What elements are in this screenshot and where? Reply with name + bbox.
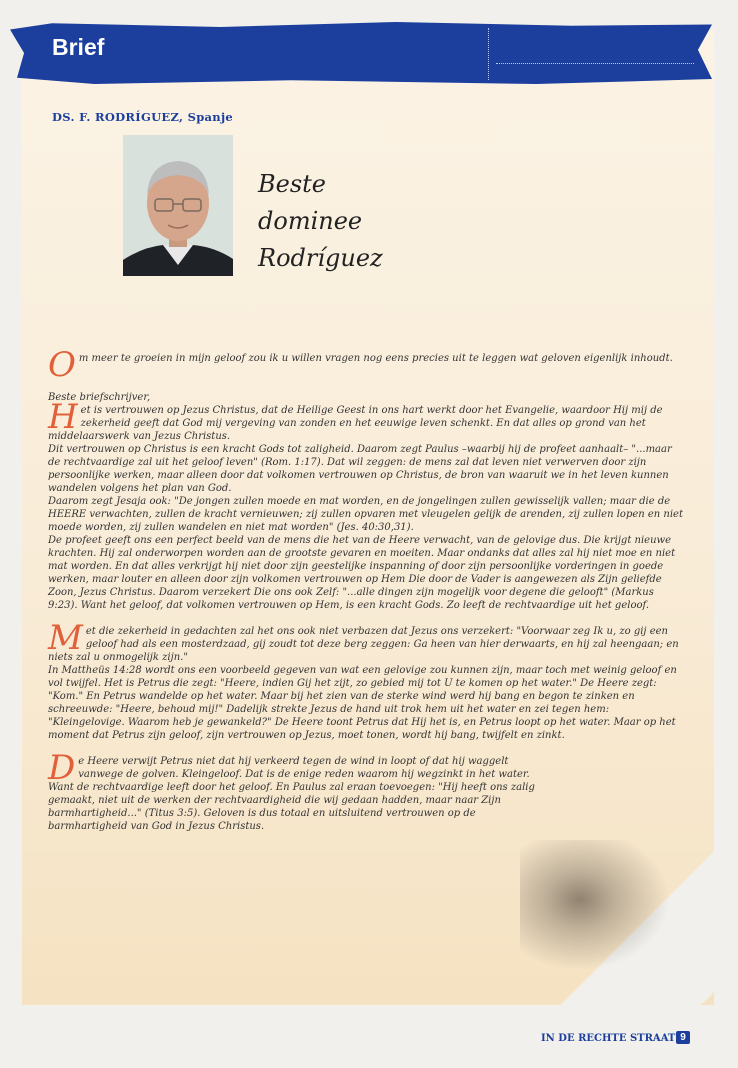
section-banner: [10, 22, 712, 84]
reader-question: Om meer te groeien in mijn geloof zou ik u willen vragen nog eens precies uit te leggen wat geloven eigenlijk inhoudt.: [48, 345, 673, 385]
headline-line-2: dominee: [258, 207, 363, 235]
paragraph: In Mattheüs 14:28 wordt ons een voorbeeld gegeven van wat een gelovige zou kunnen zijn, maar toch met weinig geloof en vol twijfel. Het is Petrus die zegt: "Heere, indien Gij het zijt, zo gebied mij tot U te komen op het water." De Heere zegt: "Kom." En Petrus wandelde op het water. Maar bij het zien van de sterke wind werd hij bang en begon te zinken en schreeuwde: "Heere, behoud mij!" Dadelijk strekte Jezus de hand uit trok hem uit het water en zei tegen hem: "Kleingelovige. Waarom heb je gewankeld?" De Heere toont Petrus dat Hij het is, en Petrus loopt op het water. Maar op het moment dat Petrus zijn geloof, zijn vertrouwen op Jezus, moet tonen, wordt hij bang, twijfelt en zinkt.: [48, 665, 677, 741]
page-number: 9: [676, 1031, 690, 1044]
banner-dotted-line: [496, 63, 694, 64]
dropcap: D: [48, 748, 76, 788]
paragraph: De profeet geeft ons een perfect beeld van de mens die het van de Heere verwacht, van de gelovige dus. Die krijgt nieuwe krachten. Hij zal onderworpen worden aan de grootste gevaren en moeiten. Maar ondanks dat alles zal hij niet moe en niet mat worden. En dat alles verkrijgt hij niet door zijn geestelijke inspanning of door zijn persoonlijke vorderingen in goede werken, maar louter en alleen door zijn volkomen vertrouwen op Hem Die door de Vader is aangewezen als Zijn geliefde Zoon, Jezus Christus. Daarom verzekert Die ons ook Zelf: "...alle dingen zijn mogelijk voor degene die gelooft" (Markus 9:23). Want het geloof, dat volkomen vertrouwen op Hem, is een kracht Gods. Zo leeft de rechtvaardige uit het geloof.: [48, 535, 676, 611]
paragraph: De Heere verwijt Petrus niet dat hij verkeerd tegen de wind in loopt of dat hij waggelt vanwege de golven. Kleingeloof. Dat is de enige reden waarom hij wegzinkt in het water. Want de rechtvaardige leeft door het geloof. En Paulus zal eraan toevoegen: "Hij heeft ons zalig gemaakt, niet uit de werken der rechtvaardigheid die wij gedaan hadden, maar naar Zijn barmhartigheid..." (Titus 3:5). Geloven is dus totaal en uitsluitend vertrouwen op de barmhartigheid van God in Jezus Christus.: [48, 748, 535, 832]
headline-line-3: Rodríguez: [258, 244, 383, 272]
section-label: Brief: [52, 34, 105, 60]
paragraph: Het is vertrouwen op Jezus Christus, dat de Heilige Geest in ons hart werkt door het Evangelie, waardoor Hij mij de zekerheid geeft dat God mij vergeving van zonden en het eeuwige leven schenkt. En dat alles op grond van het middelaarswerk van Jezus Christus.: [48, 397, 663, 442]
dropcap: O: [48, 345, 76, 385]
dropcap: H: [48, 397, 78, 437]
paragraph: Daarom zegt Jesaja ook: "De jongen zullen moede en mat worden, en de jongelingen zullen gewisselijk vallen; maar die de HEERE verwachten, zullen de kracht vernieuwen; zij zullen opvaren met vleugelen gelijk de arenden, zij zullen lopen en niet moede worden, zij zullen wandelen en niet mat worden" (Jes. 40:30,31).: [48, 496, 683, 533]
salutation: Beste briefschrijver,: [48, 392, 151, 403]
author-photo: [123, 135, 233, 276]
letter-headline: [258, 166, 383, 277]
dropcap: M: [48, 618, 83, 658]
banner-divider: [488, 28, 489, 80]
author-name: DS. F. RODRÍGUEZ, Spanje: [52, 110, 234, 124]
paragraph: Met die zekerheid in gedachten zal het ons ook niet verbazen dat Jezus ons verzekert: "Voorwaar zeg Ik u, zo gij een geloof had als een mosterdzaad, gij zoudt tot deze berg zeggen: Ga heen van hier derwaarts, en hij zal heengaan; en niets zal u onmogelijk zijn.": [48, 618, 679, 663]
paragraph: Dit vertrouwen op Christus is een kracht Gods tot zaligheid. Daarom zegt Paulus –waarbij hij de profeet aanhaalt– "...maar de rechtvaardige zal uit het geloof leven" (Rom. 1:17). Dat wil zeggen: de mens zal dat leven niet verwerven door zijn persoonlijke werken, maar alleen door dat volkomen vertrouwen op Christus, de bron van waaruit we in het leven kunnen wandelen volgens het plan van God.: [48, 444, 672, 494]
page-curl: [520, 840, 720, 1010]
headline-line-1: Beste: [258, 170, 327, 198]
publication-name: IN DE RECHTE STRAAT: [541, 1033, 676, 1044]
article-body: [48, 345, 684, 833]
